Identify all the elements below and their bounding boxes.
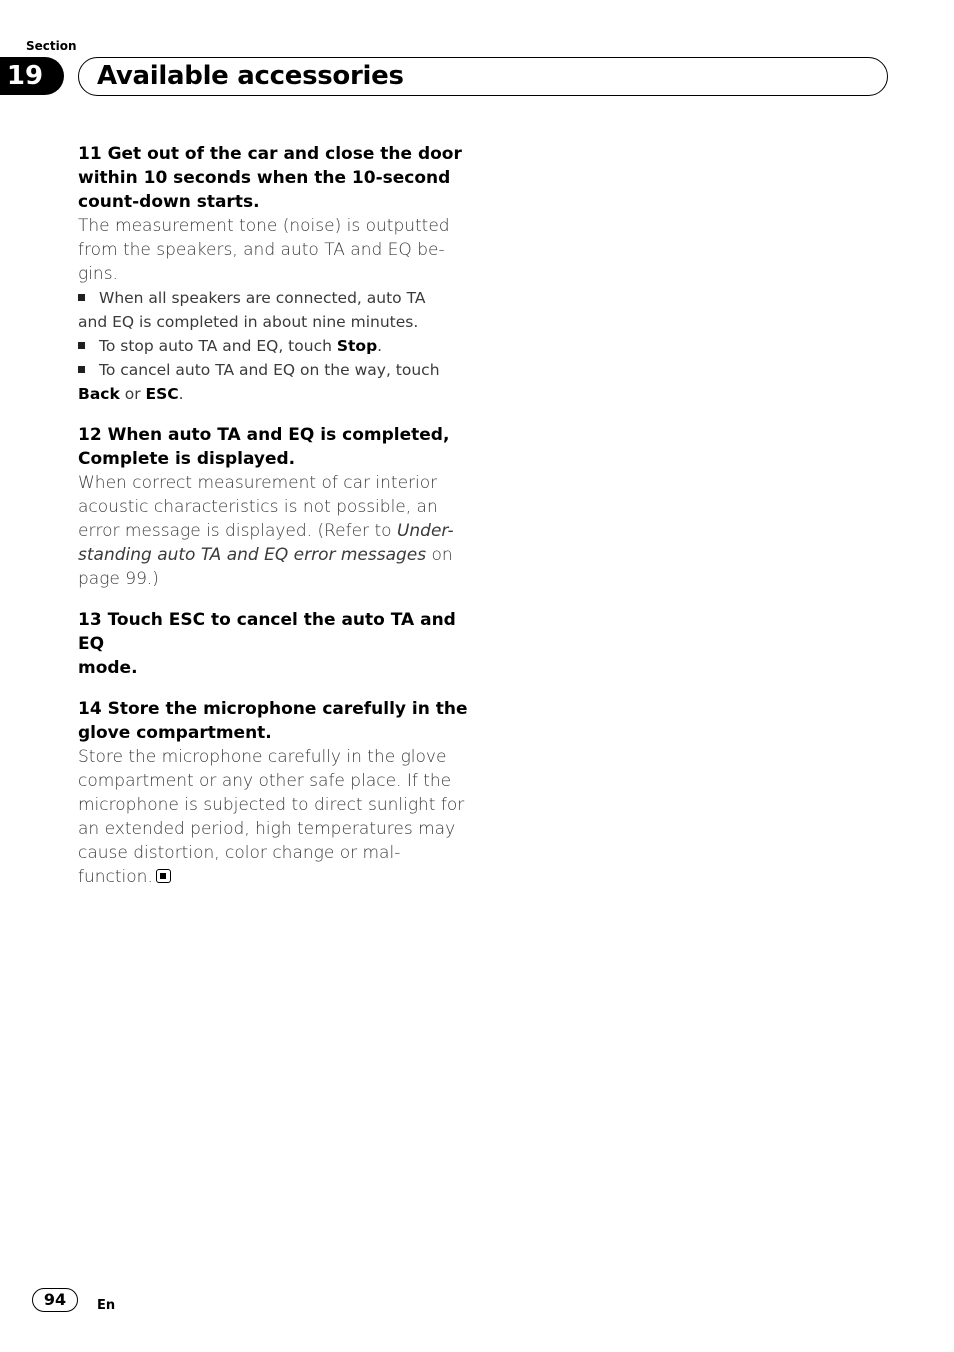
step-11 (78, 142, 470, 406)
step-heading: 12 When auto TA and EQ is completed, Complete is displayed. (78, 425, 450, 469)
step-heading: 14 Store the microphone carefully in the glove compartment. (78, 699, 468, 743)
note-item: To cancel auto TA and EQ on the way, touch Back or ESC. (78, 361, 440, 403)
square-bullet-icon (78, 294, 85, 301)
step-12 (78, 423, 470, 591)
page-title: Available accessories (97, 61, 404, 91)
step-heading: 13 Touch ESC to cancel the auto TA and EQ mode. (78, 610, 456, 678)
step-body: The measurement tone (noise) is outputted from the speakers, and auto TA and EQ be- gins. (78, 216, 450, 284)
section-label: Section (26, 39, 77, 53)
square-bullet-icon (78, 342, 85, 349)
step-heading: 11 Get out of the car and close the door within 10 seconds when the 10-second count-down starts. (78, 144, 462, 212)
main-content (78, 142, 470, 889)
note-item: To stop auto TA and EQ, touch Stop. (78, 334, 470, 358)
note-item: When all speakers are connected, auto TA and EQ is completed in about nine minutes. (78, 289, 426, 331)
step-body: When correct measurement of car interior acoustic characteristics is not possible, an error message is displayed. (Refer to Under- standing auto TA and EQ error messages on page 99.) (78, 473, 454, 589)
step-13 (78, 608, 470, 680)
section-number-tab: 19 (0, 57, 64, 95)
end-of-section-icon (156, 869, 171, 883)
step-body: Store the microphone carefully in the glove compartment or any other safe place. If the microphone is subjected to direct sunlight for an extended period, high temperatures may cause distortion, color change or mal- function. (78, 747, 465, 887)
page-number: 94 (32, 1288, 78, 1312)
square-bullet-icon (78, 366, 85, 373)
language-label: En (97, 1298, 116, 1313)
step-14 (78, 697, 470, 889)
